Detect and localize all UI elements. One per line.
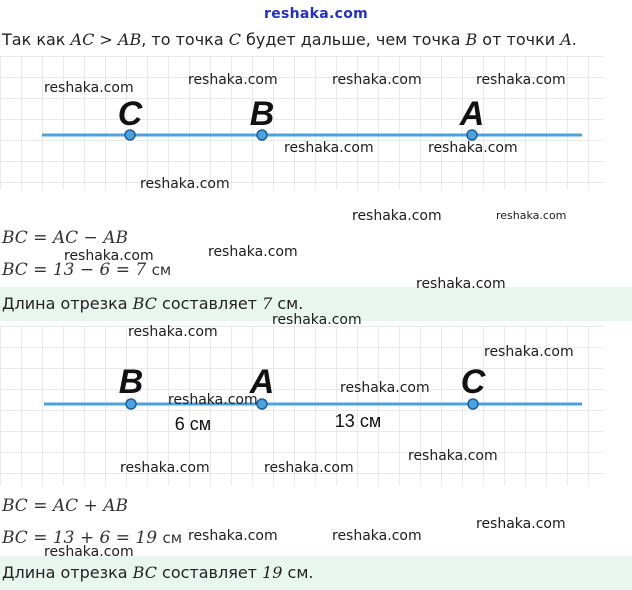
point-label: C (460, 363, 486, 401)
point-label: C (117, 95, 143, 133)
formula-2a: BC = AC + AB (2, 496, 128, 516)
watermark: reshaka.com (408, 448, 498, 464)
watermark: reshaka.com (272, 312, 362, 328)
answer-text: составляет (156, 294, 263, 313)
answer-text: Длина отрезка (2, 563, 133, 582)
watermark: reshaka.com (416, 276, 506, 292)
formula-text: BC = 13 − 6 = 7 (2, 260, 152, 280)
formula-text: BC = 13 + 6 = 19 (2, 528, 163, 548)
answer-text: составляет (156, 563, 263, 582)
point-label: A (459, 95, 485, 133)
segment-label: 13 см (334, 411, 382, 431)
answer-value: 7 (262, 294, 273, 313)
watermark: reshaka.com (332, 528, 422, 544)
point-label: B (118, 363, 144, 401)
intro-part: , то точка (141, 30, 229, 49)
formula-1a: BC = AC − AB (2, 228, 128, 248)
intro-text (2, 30, 577, 49)
intro-part: будет дальше, чем точка (240, 30, 466, 49)
intro-part: Так как (2, 30, 71, 49)
watermark: reshaka.com (208, 244, 298, 260)
watermark: reshaka.com (476, 516, 566, 532)
answer-var: BC (132, 294, 157, 313)
answer-text: см. (282, 563, 314, 582)
unit: см (151, 261, 172, 279)
point-label: B (249, 95, 275, 133)
answer-text: см. (272, 294, 304, 313)
unit: см (162, 529, 183, 547)
watermark: reshaka.com (484, 344, 574, 360)
intro-math: C (228, 30, 241, 49)
segment-label: 6 см (174, 414, 212, 434)
watermark: reshaka.com (264, 460, 354, 476)
watermark: reshaka.com (284, 140, 374, 156)
intro-math: AC > AB (70, 30, 142, 49)
intro-part: от точки (477, 30, 561, 49)
intro-part: . (571, 30, 577, 49)
watermark: reshaka.com (332, 72, 422, 88)
answer-var: BC (132, 563, 157, 582)
watermark: reshaka.com (44, 544, 134, 560)
watermark: reshaka.com (476, 72, 566, 88)
watermark: reshaka.com (340, 380, 430, 396)
site-header (0, 3, 632, 22)
watermark: reshaka.com (188, 72, 278, 88)
answer-value: 19 (262, 563, 283, 582)
answer-text: Длина отрезка (2, 294, 133, 313)
watermark: reshaka.com (496, 209, 567, 222)
watermark: reshaka.com (140, 176, 230, 192)
watermark: reshaka.com (428, 140, 518, 156)
watermark: reshaka.com (128, 324, 218, 340)
intro-math: B (465, 30, 478, 49)
point-label: A (249, 363, 275, 401)
watermark: reshaka.com (44, 80, 134, 96)
watermark: reshaka.com (64, 248, 154, 264)
intro-math: A (560, 30, 572, 49)
watermark: reshaka.com (352, 208, 442, 224)
watermark: reshaka.com (120, 460, 210, 476)
watermark: reshaka.com (168, 392, 258, 408)
watermark: reshaka.com (188, 528, 278, 544)
answer-box-2 (0, 556, 632, 590)
site-link[interactable]: reshaka.com (263, 6, 369, 22)
